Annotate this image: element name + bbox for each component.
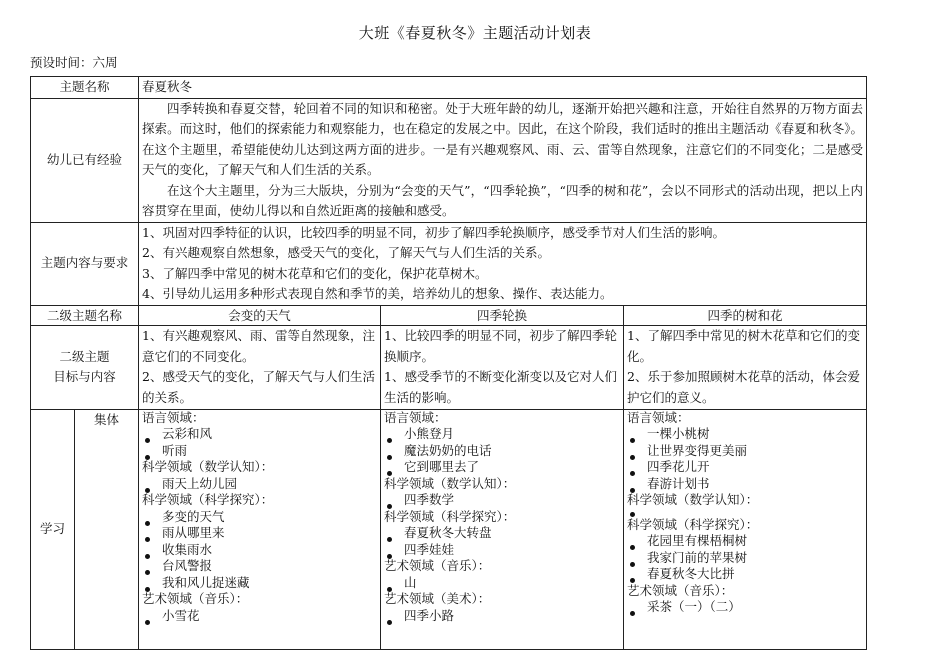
domain-heading: 语言领域： (627, 409, 690, 425)
page-title: 大班《春夏秋冬》主题活动计划表 (358, 24, 592, 42)
list-item: 魔法奶奶的电话 (384, 443, 620, 460)
domain-heading: 艺术领域（音乐）： (142, 591, 249, 606)
secondary-topic-seasons: 四季轮换 (381, 305, 624, 325)
domain-heading: 科学领域（科学探究）： (384, 508, 516, 524)
requirement-item: 2、有兴趣观察自然想象，感受天气的变化，了解天气与人们生活的关系。 (142, 245, 550, 260)
domain-heading: 科学领域（数学认知）： (627, 492, 759, 507)
activity-list (384, 608, 620, 625)
domain-heading: 艺术领域（音乐）： (627, 582, 734, 598)
list-item: 云彩和风 (142, 426, 377, 443)
prior-experience-label: 幼儿已有经验 (31, 98, 139, 222)
domain-heading: 艺术领域（音乐）： (384, 558, 491, 573)
topic-name-label: 主题名称 (31, 77, 139, 99)
activity-plan-table (30, 76, 867, 650)
list-item: 春夏秋冬大比拼 (627, 566, 863, 583)
list-item: 春游计划书 (627, 476, 863, 493)
activity-list (384, 426, 620, 476)
domain-heading: 科学领域（数学认知）： (142, 459, 274, 474)
list-item: 春夏秋冬大转盘 (384, 525, 620, 542)
activity-list (142, 608, 377, 625)
activity-list (384, 525, 620, 558)
learning-label: 学习 (31, 409, 75, 649)
list-item: 花园里有棵梧桐树 (627, 533, 863, 550)
list-item: 让世界变得更美丽 (627, 443, 863, 460)
domain-heading: 科学领域（科学探究）： (142, 492, 274, 507)
list-item: 四季小路 (384, 608, 620, 625)
domain-heading: 语言领域： (142, 409, 205, 425)
activity-list (627, 426, 863, 492)
activity-list (384, 492, 620, 509)
list-item: 我家门前的苹果树 (627, 550, 863, 567)
list-item: 四季花儿开 (627, 459, 863, 476)
list-item: 采茶（一）（二） (627, 599, 863, 616)
secondary-goals-label: 二级主题 目标与内容 (31, 325, 139, 409)
activity-list (384, 575, 620, 592)
list-item: 雨天上幼儿园 (142, 476, 377, 493)
requirements-label: 主题内容与要求 (31, 222, 139, 305)
secondary-goals-trees-flowers: 1、了解四季中常见的树木花草和它们的变化。 2、乐于参加照顾树木花草的活动，体会爱护它们的意义。 (624, 325, 867, 409)
list-item: 四季数学 (384, 492, 620, 509)
secondary-goals-weather: 1、有兴趣观察风、雨、雷等自然现象，注意它们的不同变化。 2、感受天气的变化，了解天气与人们生活的关系。 (139, 325, 381, 409)
requirements-list (139, 222, 867, 305)
experience-paragraph: 在这个大主题里，分为三大版块，分别为“会变的天气”，“四季轮换”，“四季的树和花”，会以不同形式的活动出现，把以上内容贯穿在里面，使幼儿得以和自然近距离的接触和感受。 (142, 182, 864, 218)
requirement-item: 3、了解四季中常见的树木花草和它们的变化，保护花草树木。 (142, 265, 488, 281)
list-item: 雨从哪里来 (142, 525, 377, 542)
domain-heading: 科学领域（科学探究）： (627, 516, 759, 532)
list-item: 台风警报 (142, 558, 377, 575)
learning-activities-trees-flowers (624, 409, 867, 649)
secondary-topic-label: 二级主题名称 (31, 305, 139, 325)
activity-list (142, 509, 377, 592)
topic-name-value: 春夏秋冬 (139, 77, 867, 99)
list-item: 山 (384, 575, 620, 592)
secondary-topic-trees-flowers: 四季的树和花 (624, 305, 867, 325)
list-item: 它到哪里去了 (384, 459, 620, 476)
requirement-item: 4、引导幼儿运用多种形式表现自然和季节的美，培养幼儿的想象、操作、表达能力。 (142, 286, 613, 301)
list-item: 我和风儿捉迷藏 (142, 575, 377, 592)
list-item: 小雪花 (142, 608, 377, 625)
learning-activities-seasons (381, 409, 624, 649)
learning-activities-weather (139, 409, 381, 649)
prior-experience-text (139, 98, 867, 222)
learning-mode-label: 集体 (75, 409, 139, 649)
domain-heading: 科学领域（数学认知）： (384, 475, 516, 491)
experience-paragraph: 四季转换和春夏交替，轮回着不同的知识和秘密。处于大班年龄的幼儿，逐渐开始把兴趣和注意，开始往自然界的万物方面去探索。而这时，他们的探索能力和观察能力，也在稳定的发展之中。因此，在这个阶段，我们适时的推出主题活动《春夏和秋冬》。在这个主题里，希望能使幼儿达到这两方面的进步。一是有兴趣观察风、雨、云、雷等自然现象，注意它们的不同变化；二是感受天气的变化，了解天气和人们生活的关系。 (142, 100, 864, 177)
activity-list (142, 426, 377, 459)
list-item: 多变的天气 (142, 509, 377, 526)
activity-list (627, 509, 863, 517)
domain-heading: 语言领域： (384, 409, 447, 425)
secondary-goals-seasons: 1、比较四季的明显不同，初步了解四季轮换顺序。 1、感受季节的不断变化渐变以及它对人们生活的影响。 (381, 325, 624, 409)
activity-list (627, 599, 863, 616)
list-item: 四季娃娃 (384, 542, 620, 559)
activity-list (627, 533, 863, 583)
list-item (627, 509, 863, 517)
secondary-topic-weather: 会变的天气 (139, 305, 381, 325)
activity-list (142, 476, 377, 493)
list-item: 一棵小桃树 (627, 426, 863, 443)
list-item: 收集雨水 (142, 542, 377, 559)
domain-heading: 艺术领域（美术）： (384, 591, 491, 606)
list-item: 听雨 (142, 443, 377, 460)
requirement-item: 1、巩固对四季特征的认识，比较四季的明显不同，初步了解四季轮换顺序，感受季节对人们生活的影响。 (142, 224, 725, 240)
preset-duration: 预设时间：六周 (30, 55, 118, 70)
list-item: 小熊登月 (384, 426, 620, 443)
